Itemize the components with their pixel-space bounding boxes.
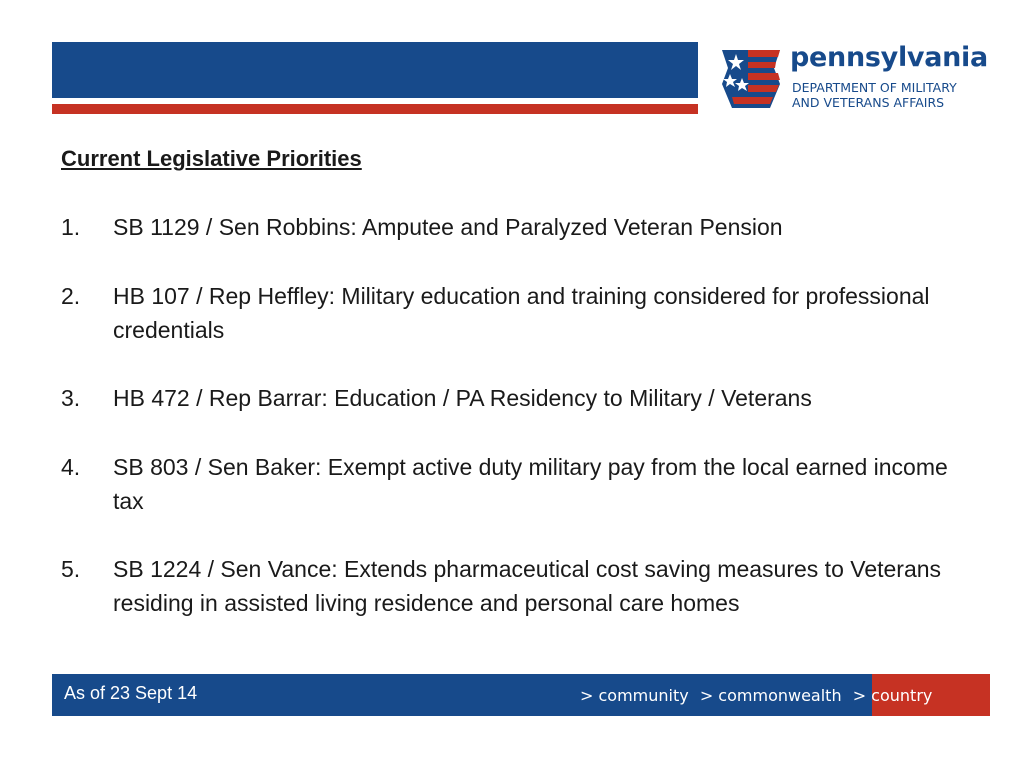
logo-wordmark: pennsylvania bbox=[790, 42, 988, 73]
logo-department-line1: DEPARTMENT OF MILITARY bbox=[792, 80, 957, 95]
logo-department bbox=[792, 80, 957, 110]
section-heading: Current Legislative Priorities bbox=[61, 146, 362, 171]
list-item-number: 1. bbox=[61, 214, 81, 240]
list-item-number: 2. bbox=[61, 283, 81, 309]
tagline-commonwealth: > commonwealth bbox=[699, 686, 842, 705]
logo-department-line2: AND VETERANS AFFAIRS bbox=[792, 95, 945, 110]
keystone-flag-icon bbox=[718, 44, 784, 112]
list-item-number: 3. bbox=[61, 385, 81, 411]
list-item-number: 5. bbox=[61, 556, 81, 582]
tagline-community: > community bbox=[580, 686, 689, 705]
pa-dmva-logo bbox=[718, 42, 988, 116]
footer-tagline bbox=[580, 686, 938, 705]
list-item-text: SB 1224 / Sen Vance: Extends pharmaceutical cost saving measures to Veterans residing in assisted living residence and personal care homes bbox=[113, 556, 942, 616]
list-item-text: HB 107 / Rep Heffley: Military education and training considered for professional credentials bbox=[113, 283, 930, 343]
header-red-stripe bbox=[52, 104, 698, 114]
list-item-text: SB 1129 / Sen Robbins: Amputee and Paralyzed Veteran Pension bbox=[113, 214, 783, 240]
tagline-country: > country bbox=[852, 686, 933, 705]
list-item-number: 4. bbox=[61, 454, 81, 480]
header-title: POLICY, PLANNING & LEGISLATIVE AFFAIRS bbox=[70, 16, 555, 41]
list-item-text: SB 803 / Sen Baker: Exempt active duty military pay from the local earned income tax bbox=[113, 454, 948, 514]
header-bar bbox=[52, 42, 698, 98]
footer-date: As of 23 Sept 14 bbox=[64, 683, 198, 703]
list-item-text: HB 472 / Rep Barrar: Education / PA Residency to Military / Veterans bbox=[113, 385, 812, 411]
